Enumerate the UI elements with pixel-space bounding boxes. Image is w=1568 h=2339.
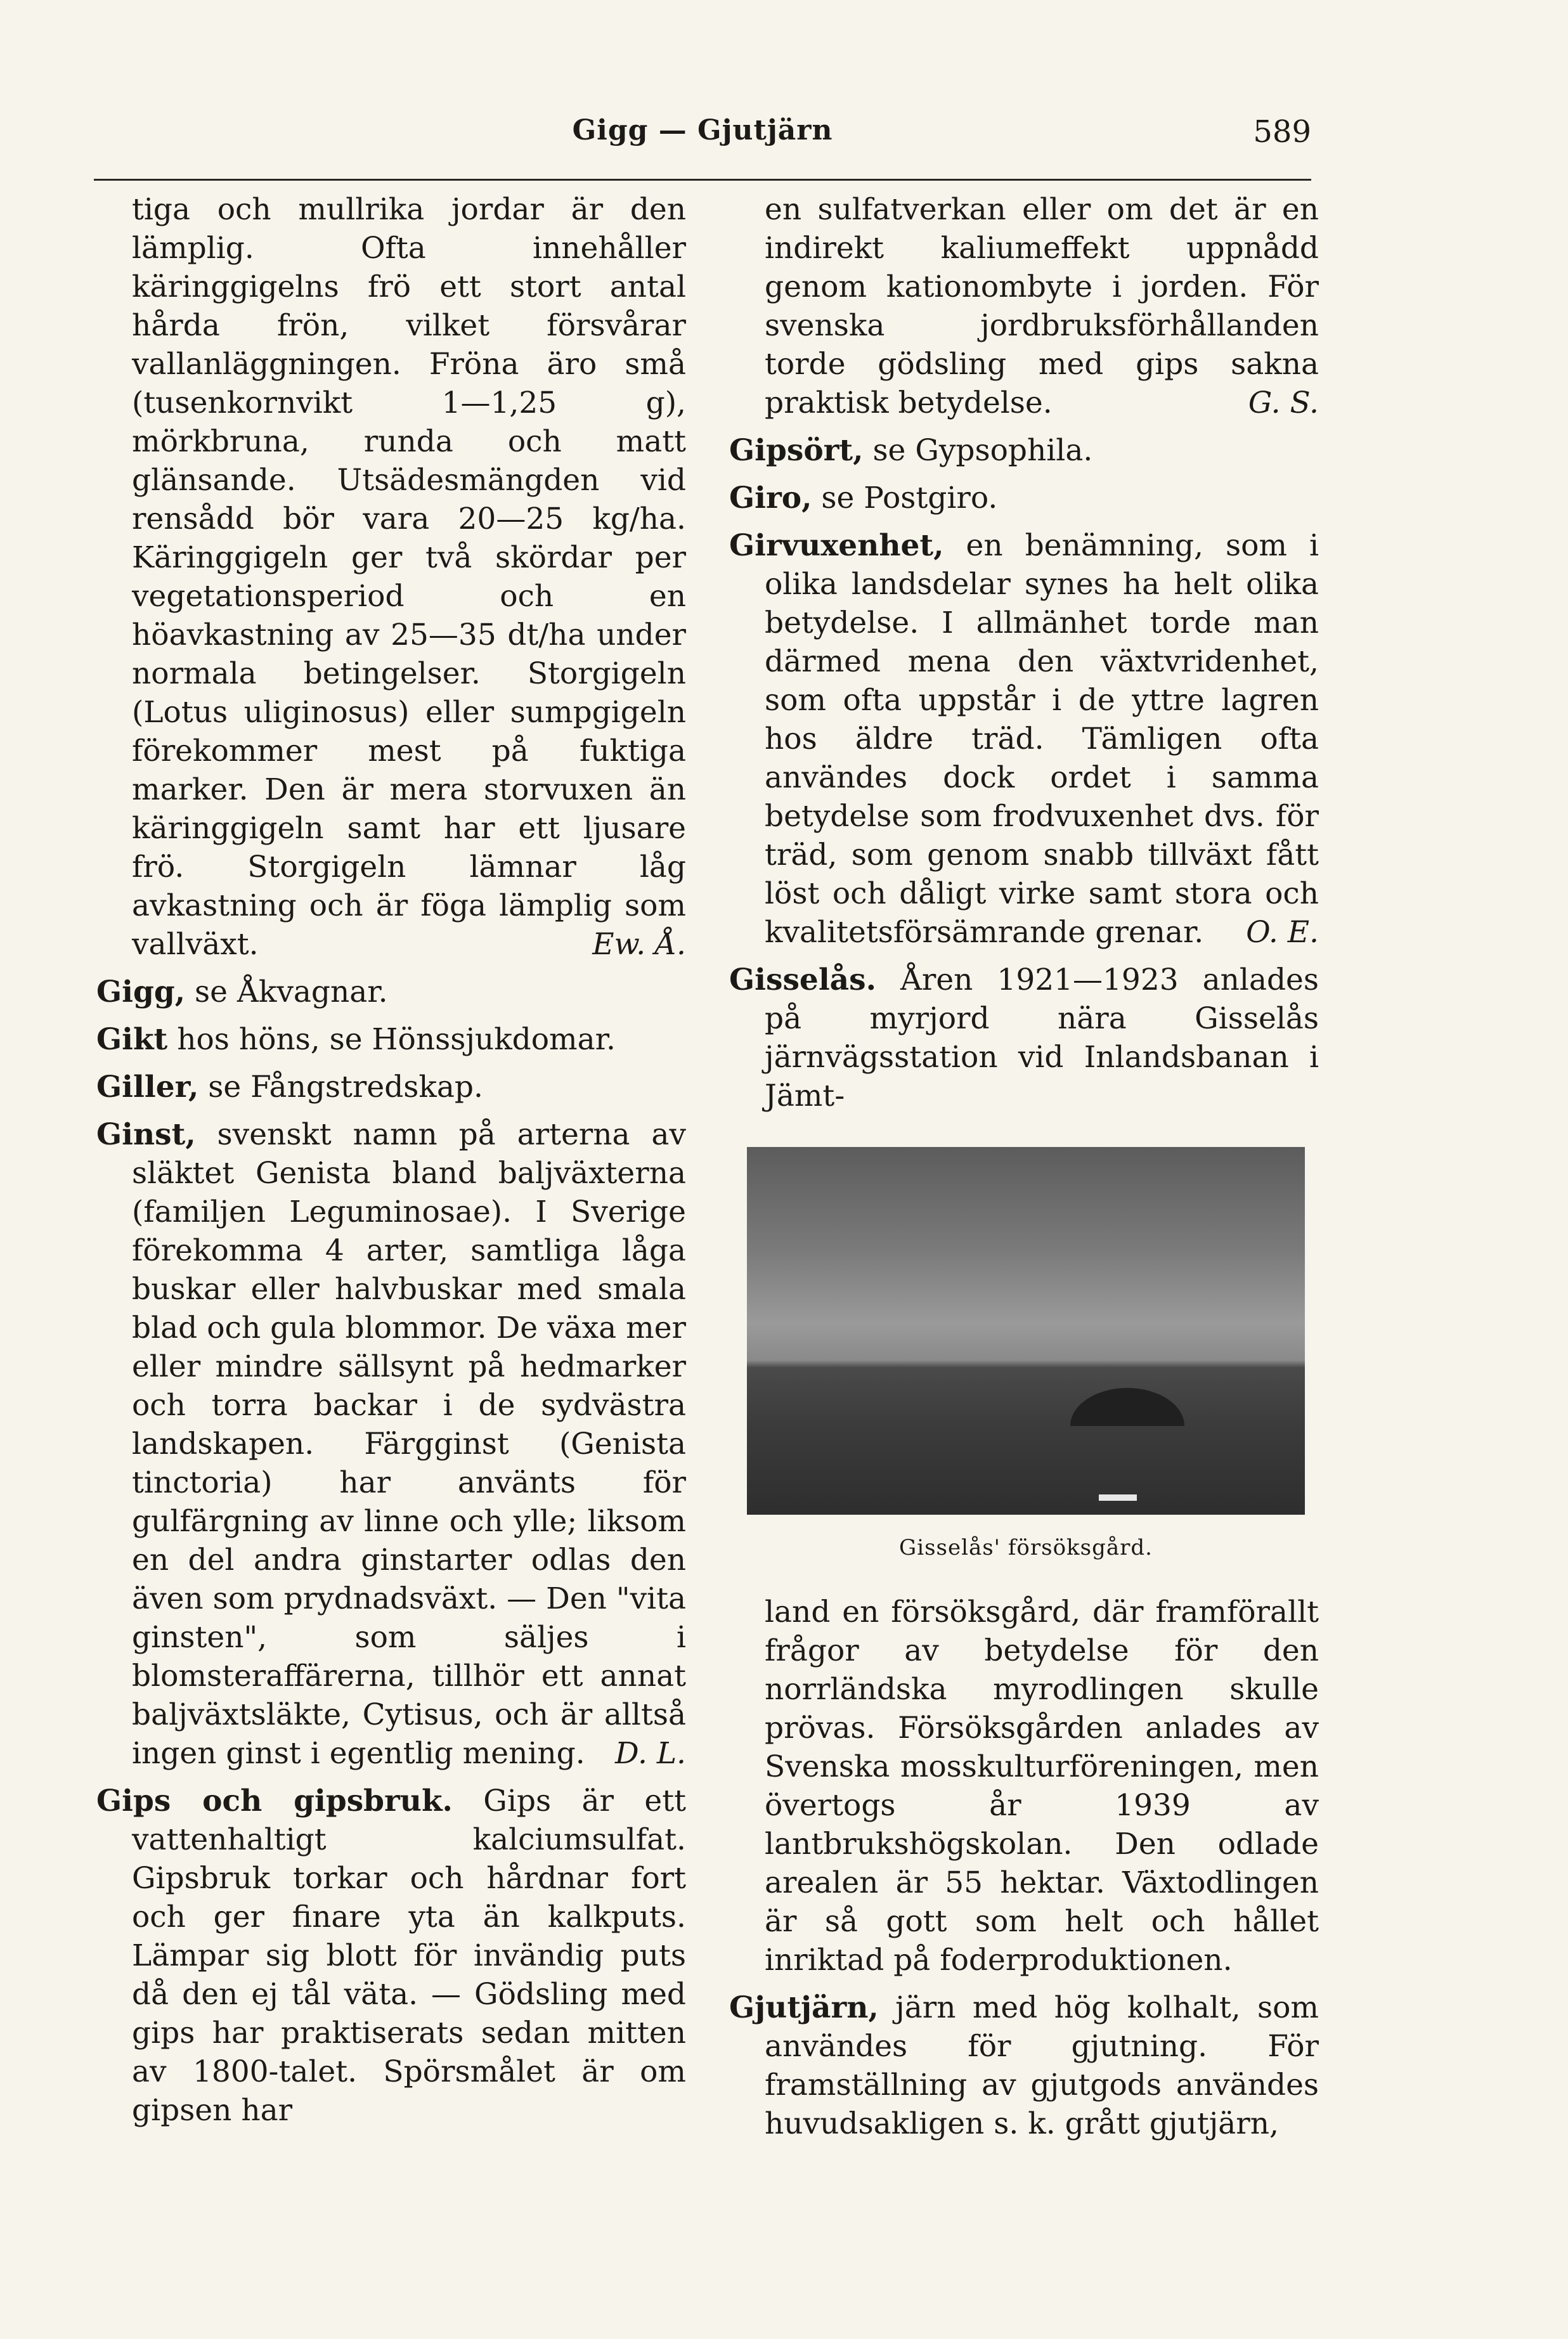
- entry-headword: Ginst,: [96, 1117, 196, 1152]
- entry-gips: [96, 1782, 686, 2130]
- entry-gjutjarn: [729, 1988, 1319, 2143]
- figure-caption: Gisselås' försöksgård.: [899, 1535, 1153, 1560]
- entry-girvuxenhet: [729, 526, 1319, 952]
- entry-text: se Gypsophila.: [863, 433, 1093, 468]
- right-column: [729, 190, 1319, 2152]
- entry-text: en benämning, som i olika landsdelar synes ha helt olika betydelse. I allmänhet torde man därmed mena den växtvridenhet, som ofta uppstår i de yttre lagren hos äldre träd. Tämligen ofta användes dock ordet i samma betydelse som frodvuxenhet dvs. för träd, som genom snabb tillväxt fått löst och dåligt virke samt stora och kvalitetsförsämrande grenar.: [765, 528, 1319, 950]
- entry-giller: [96, 1068, 686, 1106]
- entry-text: hos höns, se Hönssjukdomar.: [167, 1022, 616, 1057]
- entry-headword: Gikt: [96, 1022, 168, 1057]
- left-column: [96, 190, 686, 2139]
- entry-gipsort: [729, 431, 1319, 470]
- entry-text: järn med hög kolhalt, som användes för gjutning. För framställning av gjutgods användes huvudsakligen s. k. grått gjutjärn,: [765, 1990, 1319, 2141]
- entry-ginst: [96, 1115, 686, 1773]
- entry-text: se Postgiro.: [812, 481, 998, 515]
- entry-headword: Gisselås.: [729, 962, 876, 997]
- photo-mark: [1099, 1494, 1137, 1501]
- figure-gisselas: [747, 1147, 1305, 1567]
- entry-gisselas: [729, 961, 1319, 1115]
- entry-gigel-continued: [96, 190, 686, 964]
- entry-gikt: [96, 1020, 686, 1059]
- author-signature: O. E.: [1246, 915, 1319, 950]
- tree-group: [1070, 1388, 1184, 1426]
- author-signature: D. L.: [614, 1736, 686, 1771]
- entry-gigg: [96, 973, 686, 1011]
- page-number: 589: [1253, 114, 1311, 150]
- landscape-photo: [747, 1147, 1305, 1515]
- header-rule: [94, 179, 1311, 181]
- entry-headword: Giro,: [729, 481, 812, 515]
- entry-text: tiga och mullrika jordar är den lämplig. Ofta innehåller käringgigelns frö ett stort antal hårda frön, vilket försvårar vallanläggningen. Fröna äro små (tusenkornvikt 1—1,25 g), mörkbruna, runda och matt glänsande. Utsädesmängden vid rensådd bör vara 20—25 kg/ha. Käringgigeln ger två skördar per vegetationsperiod och en höavkastning av 25—35 dt/ha under normala betingelser. Storgigeln (Lotus uliginosus) eller sumpgigeln förekommer mest på fuktiga marker. Den är mera storvuxen än käringgigeln samt har ett ljusare frö. Storgigeln lämnar låg avkastning och är föga lämplig som vallväxt.: [132, 192, 686, 962]
- entry-text: svenskt namn på arterna av släktet Genista bland baljväxterna (familjen Leguminosae). I Sverige förekomma 4 arter, samtliga låga buskar eller halvbuskar med smala blad och gula blommor. De växa mer eller mindre sällsynt på hedmarker och torra backar i de sydvästra landskapen. Färgginst (Genista tinctoria) har använts för gulfärgning av linne och ylle; liksom en del andra ginstarter odlas den även som prydnadsväxt. — Den "vita ginsten", som säljes i blomsteraffärerna, tillhör ett annat baljväxtsläkte, Cytisus, och är alltså ingen ginst i egentlig mening.: [132, 1117, 686, 1771]
- entry-text: se Fångstredskap.: [198, 1070, 483, 1105]
- entry-text: land en försöksgård, där framförallt frågor av betydelse för den norrländska myrodlingen skulle prövas. Försöksgården anlades av Svenska mosskulturföreningen, men övertogs år 1939 av lantbrukshögskolan. Den odlade arealen är 55 hektar. Växtodlingen är så gott som helt och hållet inriktad på foderproduktionen.: [765, 1595, 1319, 1978]
- entry-headword: Girvuxenhet,: [729, 528, 944, 563]
- author-signature: G. S.: [1248, 386, 1319, 420]
- entry-text: Gips är ett vattenhaltigt kalciumsulfat. Gipsbruk torkar och hårdnar fort och ger finare yta än kalkputs. Lämpar sig blott för invändig puts då den ej tål väta. — Gödsling med gips har praktiserats sedan mitten av 1800-talet. Spörsmålet är om gipsen har: [132, 1784, 686, 2128]
- entry-headword: Gjutjärn,: [729, 1990, 879, 2025]
- entry-giro: [729, 479, 1319, 517]
- entry-text: se Åkvagnar.: [185, 975, 388, 1009]
- running-head: Gigg — Gjutjärn: [572, 114, 833, 146]
- entry-headword: Gigg,: [96, 975, 186, 1009]
- entry-gips-continued: [729, 190, 1319, 422]
- page-header: [94, 101, 1311, 178]
- entry-headword: Giller,: [96, 1070, 199, 1105]
- author-signature: Ew. Å.: [592, 927, 686, 962]
- entry-gisselas-continued: [729, 1593, 1319, 1979]
- entry-headword: Gipsört,: [729, 433, 864, 468]
- entry-headword: Gips och gipsbruk.: [96, 1784, 453, 1818]
- entry-text: Åren 1921—1923 anlades på myrjord nära Gisselås järnvägsstation vid Inlandsbanan i Jämt-: [765, 962, 1319, 1113]
- entry-text: en sulfatverkan eller om det är en indirekt kaliumeffekt uppnådd genom kationombyte i jorden. För svenska jordbruksförhållanden torde gödsling med gips sakna praktisk betydelse.: [765, 192, 1319, 420]
